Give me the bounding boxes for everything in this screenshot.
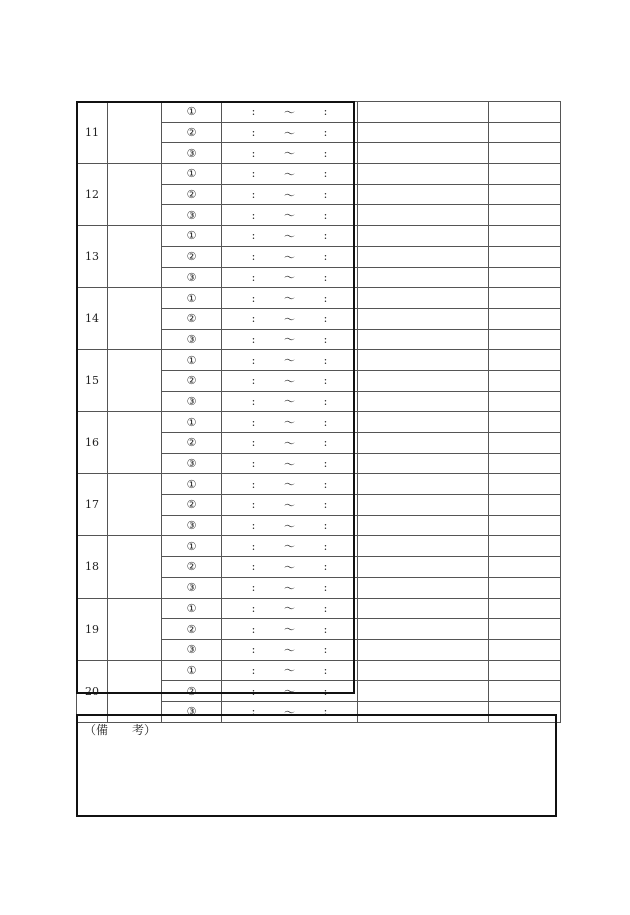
entry-cell[interactable] <box>108 164 162 226</box>
entry-cell[interactable] <box>358 557 489 578</box>
entry-cell[interactable] <box>489 474 561 495</box>
range-tilde: ～ <box>284 395 295 409</box>
table-row <box>77 474 561 495</box>
end-time-colon: : <box>323 332 328 346</box>
start-time-colon: : <box>251 229 256 243</box>
entry-cell[interactable] <box>358 474 489 495</box>
time-range <box>222 228 357 244</box>
table-row <box>77 536 561 557</box>
entry-cell[interactable] <box>489 391 561 412</box>
time-range-cell[interactable] <box>222 102 358 123</box>
end-time-colon: : <box>323 477 328 491</box>
slot-marker: ① <box>162 412 222 433</box>
end-time-colon: : <box>323 498 328 512</box>
time-range-cell[interactable] <box>222 474 358 495</box>
end-time-colon: : <box>323 684 328 698</box>
entry-cell[interactable] <box>358 577 489 598</box>
slot-marker: ③ <box>162 515 222 536</box>
time-range-cell[interactable] <box>222 495 358 516</box>
end-time-colon: : <box>323 229 328 243</box>
remarks-label: （備 考） <box>84 723 157 737</box>
table-row <box>77 164 561 185</box>
time-range <box>222 580 357 596</box>
entry-cell[interactable] <box>489 267 561 288</box>
end-time-colon: : <box>323 146 328 160</box>
slot-marker: ① <box>162 288 222 309</box>
entry-cell[interactable] <box>358 391 489 412</box>
entry-cell[interactable] <box>489 288 561 309</box>
row-number: 11 <box>77 102 108 164</box>
range-tilde: ～ <box>284 209 295 223</box>
slot-marker: ② <box>162 557 222 578</box>
range-tilde: ～ <box>284 126 295 140</box>
start-time-colon: : <box>251 332 256 346</box>
range-tilde: ～ <box>284 374 295 388</box>
slot-marker: ① <box>162 226 222 247</box>
entry-cell[interactable] <box>489 205 561 226</box>
entry-cell[interactable] <box>108 474 162 536</box>
start-time-colon: : <box>251 684 256 698</box>
entry-cell[interactable] <box>358 515 489 536</box>
slot-marker: ① <box>162 536 222 557</box>
range-tilde: ～ <box>284 167 295 181</box>
row-number: 16 <box>77 412 108 474</box>
slot-marker: ② <box>162 433 222 454</box>
slot-marker: ② <box>162 495 222 516</box>
entry-cell[interactable] <box>489 639 561 660</box>
time-range <box>222 621 357 637</box>
time-range-cell[interactable] <box>222 184 358 205</box>
time-range <box>222 125 357 141</box>
end-time-colon: : <box>323 188 328 202</box>
slot-marker: ③ <box>162 577 222 598</box>
entry-cell[interactable] <box>489 577 561 598</box>
time-range-cell[interactable] <box>222 350 358 371</box>
end-time-colon: : <box>323 560 328 574</box>
end-time-colon: : <box>323 291 328 305</box>
entry-cell[interactable] <box>489 681 561 702</box>
end-time-colon: : <box>323 126 328 140</box>
time-range-cell[interactable] <box>222 412 358 433</box>
range-tilde: ～ <box>284 560 295 574</box>
time-range <box>222 145 357 161</box>
entry-cell[interactable] <box>489 102 561 123</box>
time-range-cell[interactable] <box>222 433 358 454</box>
range-tilde: ～ <box>284 271 295 285</box>
entry-cell[interactable] <box>489 515 561 536</box>
table-row <box>77 350 561 371</box>
time-range-cell[interactable] <box>222 226 358 247</box>
time-range <box>222 290 357 306</box>
range-tilde: ～ <box>284 292 295 306</box>
time-range <box>222 662 357 678</box>
entry-cell[interactable] <box>489 536 561 557</box>
start-time-colon: : <box>251 146 256 160</box>
start-time-colon: : <box>251 643 256 657</box>
slot-marker: ③ <box>162 453 222 474</box>
time-range-cell[interactable] <box>222 143 358 164</box>
range-tilde: ～ <box>284 333 295 347</box>
entry-cell[interactable] <box>358 433 489 454</box>
entry-cell[interactable] <box>489 412 561 433</box>
entry-cell[interactable] <box>358 122 489 143</box>
time-range-cell[interactable] <box>222 577 358 598</box>
range-tilde: ～ <box>284 664 295 678</box>
range-tilde: ～ <box>284 498 295 512</box>
entry-cell[interactable] <box>108 288 162 350</box>
entry-cell[interactable] <box>358 412 489 433</box>
slot-marker: ③ <box>162 391 222 412</box>
end-time-colon: : <box>323 457 328 471</box>
entry-cell[interactable] <box>358 598 489 619</box>
end-time-colon: : <box>323 663 328 677</box>
start-time-colon: : <box>251 622 256 636</box>
end-time-colon: : <box>323 374 328 388</box>
time-range <box>222 600 357 616</box>
entry-cell[interactable] <box>358 288 489 309</box>
end-time-colon: : <box>323 208 328 222</box>
start-time-colon: : <box>251 663 256 677</box>
time-range-cell[interactable] <box>222 267 358 288</box>
entry-cell[interactable] <box>489 370 561 391</box>
start-time-colon: : <box>251 457 256 471</box>
entry-cell[interactable] <box>489 433 561 454</box>
time-range <box>222 393 357 409</box>
entry-cell[interactable] <box>358 495 489 516</box>
range-tilde: ～ <box>284 643 295 657</box>
start-time-colon: : <box>251 167 256 181</box>
time-range <box>222 104 357 120</box>
time-range-cell[interactable] <box>222 515 358 536</box>
time-range-cell[interactable] <box>222 557 358 578</box>
entry-cell[interactable] <box>489 184 561 205</box>
end-time-colon: : <box>323 643 328 657</box>
start-time-colon: : <box>251 601 256 615</box>
end-time-colon: : <box>323 622 328 636</box>
end-time-colon: : <box>323 539 328 553</box>
slot-marker: ① <box>162 350 222 371</box>
start-time-colon: : <box>251 250 256 264</box>
time-range-cell[interactable] <box>222 453 358 474</box>
time-range-cell[interactable] <box>222 308 358 329</box>
entry-cell[interactable] <box>108 536 162 598</box>
row-number: 19 <box>77 598 108 660</box>
range-tilde: ～ <box>284 457 295 471</box>
entry-cell[interactable] <box>489 619 561 640</box>
range-tilde: ～ <box>284 250 295 264</box>
end-time-colon: : <box>323 601 328 615</box>
start-time-colon: : <box>251 188 256 202</box>
time-range-cell[interactable] <box>222 681 358 702</box>
slot-marker: ③ <box>162 205 222 226</box>
end-time-colon: : <box>323 436 328 450</box>
entry-cell[interactable] <box>358 267 489 288</box>
time-range <box>222 683 357 699</box>
slot-marker: ① <box>162 660 222 681</box>
time-range-cell[interactable] <box>222 619 358 640</box>
start-time-colon: : <box>251 560 256 574</box>
time-range <box>222 559 357 575</box>
entry-cell[interactable] <box>489 122 561 143</box>
time-range-cell[interactable] <box>222 288 358 309</box>
table-row <box>77 660 561 681</box>
entry-cell[interactable] <box>358 639 489 660</box>
row-number: 18 <box>77 536 108 598</box>
time-range-cell[interactable] <box>222 122 358 143</box>
table-row <box>77 226 561 247</box>
range-tilde: ～ <box>284 354 295 368</box>
slot-marker: ② <box>162 370 222 391</box>
table-row <box>77 412 561 433</box>
slot-marker: ② <box>162 184 222 205</box>
time-range <box>222 456 357 472</box>
range-tilde: ～ <box>284 685 295 699</box>
entry-cell[interactable] <box>489 350 561 371</box>
start-time-colon: : <box>251 581 256 595</box>
time-range <box>222 373 357 389</box>
row-number: 12 <box>77 164 108 226</box>
slot-marker: ① <box>162 598 222 619</box>
range-tilde: ～ <box>284 312 295 326</box>
entry-cell[interactable] <box>358 370 489 391</box>
entry-cell[interactable] <box>108 226 162 288</box>
slot-marker: ③ <box>162 639 222 660</box>
range-tilde: ～ <box>284 229 295 243</box>
entry-cell[interactable] <box>358 329 489 350</box>
end-time-colon: : <box>323 167 328 181</box>
time-range <box>222 414 357 430</box>
start-time-colon: : <box>251 394 256 408</box>
start-time-colon: : <box>251 539 256 553</box>
time-range-cell[interactable] <box>222 329 358 350</box>
time-range-cell[interactable] <box>222 536 358 557</box>
entry-cell[interactable] <box>358 619 489 640</box>
start-time-colon: : <box>251 105 256 119</box>
entry-cell[interactable] <box>358 350 489 371</box>
range-tilde: ～ <box>284 188 295 202</box>
entry-cell[interactable] <box>489 557 561 578</box>
time-range-cell[interactable] <box>222 246 358 267</box>
entry-cell[interactable] <box>489 246 561 267</box>
table-row <box>77 598 561 619</box>
entry-cell[interactable] <box>489 598 561 619</box>
slot-marker: ② <box>162 308 222 329</box>
start-time-colon: : <box>251 270 256 284</box>
time-range-cell[interactable] <box>222 370 358 391</box>
slot-marker: ① <box>162 474 222 495</box>
table-row <box>77 102 561 123</box>
time-range <box>222 249 357 265</box>
end-time-colon: : <box>323 105 328 119</box>
slot-marker: ② <box>162 246 222 267</box>
row-number: 15 <box>77 350 108 412</box>
start-time-colon: : <box>251 415 256 429</box>
entry-cell[interactable] <box>358 681 489 702</box>
slot-marker: ③ <box>162 143 222 164</box>
start-time-colon: : <box>251 519 256 533</box>
entry-cell[interactable] <box>358 308 489 329</box>
start-time-colon: : <box>251 126 256 140</box>
time-range <box>222 352 357 368</box>
end-time-colon: : <box>323 394 328 408</box>
time-range <box>222 166 357 182</box>
entry-cell[interactable] <box>489 453 561 474</box>
entry-cell[interactable] <box>358 184 489 205</box>
entry-cell[interactable] <box>489 226 561 247</box>
start-time-colon: : <box>251 477 256 491</box>
slot-marker: ① <box>162 164 222 185</box>
range-tilde: ～ <box>284 623 295 637</box>
entry-cell[interactable] <box>358 226 489 247</box>
range-tilde: ～ <box>284 416 295 430</box>
end-time-colon: : <box>323 705 328 719</box>
range-tilde: ～ <box>284 436 295 450</box>
entry-cell[interactable] <box>489 660 561 681</box>
range-tilde: ～ <box>284 519 295 533</box>
entry-cell[interactable] <box>358 536 489 557</box>
slot-marker: ③ <box>162 701 222 722</box>
start-time-colon: : <box>251 312 256 326</box>
time-range <box>222 269 357 285</box>
end-time-colon: : <box>323 270 328 284</box>
entry-cell[interactable] <box>108 412 162 474</box>
row-number: 14 <box>77 288 108 350</box>
start-time-colon: : <box>251 705 256 719</box>
range-tilde: ～ <box>284 478 295 492</box>
start-time-colon: : <box>251 208 256 222</box>
time-range <box>222 476 357 492</box>
entry-cell[interactable] <box>358 453 489 474</box>
range-tilde: ～ <box>284 540 295 554</box>
entry-cell[interactable] <box>108 598 162 660</box>
range-tilde: ～ <box>284 147 295 161</box>
time-range <box>222 538 357 554</box>
entry-cell[interactable] <box>358 143 489 164</box>
entry-cell[interactable] <box>489 329 561 350</box>
end-time-colon: : <box>323 581 328 595</box>
time-range <box>222 331 357 347</box>
time-range <box>222 311 357 327</box>
end-time-colon: : <box>323 519 328 533</box>
range-tilde: ～ <box>284 581 295 595</box>
entry-cell[interactable] <box>108 102 162 164</box>
time-range <box>222 435 357 451</box>
time-range-cell[interactable] <box>222 164 358 185</box>
row-number: 17 <box>77 474 108 536</box>
end-time-colon: : <box>323 250 328 264</box>
entry-cell[interactable] <box>358 164 489 185</box>
start-time-colon: : <box>251 353 256 367</box>
entry-cell[interactable] <box>489 495 561 516</box>
time-range <box>222 187 357 203</box>
time-range-cell[interactable] <box>222 660 358 681</box>
end-time-colon: : <box>323 415 328 429</box>
entry-cell[interactable] <box>489 308 561 329</box>
row-number: 13 <box>77 226 108 288</box>
schedule-table <box>76 101 561 723</box>
remarks-box[interactable] <box>76 714 557 817</box>
entry-cell[interactable] <box>108 350 162 412</box>
time-range-cell[interactable] <box>222 639 358 660</box>
entry-cell[interactable] <box>358 205 489 226</box>
time-range <box>222 642 357 658</box>
slot-marker: ② <box>162 619 222 640</box>
entry-cell[interactable] <box>489 143 561 164</box>
slot-marker: ② <box>162 681 222 702</box>
end-time-colon: : <box>323 312 328 326</box>
end-time-colon: : <box>323 353 328 367</box>
time-range <box>222 497 357 513</box>
start-time-colon: : <box>251 498 256 512</box>
start-time-colon: : <box>251 374 256 388</box>
range-tilde: ～ <box>284 705 295 719</box>
start-time-colon: : <box>251 291 256 305</box>
start-time-colon: : <box>251 436 256 450</box>
time-range-cell[interactable] <box>222 391 358 412</box>
entry-cell[interactable] <box>358 660 489 681</box>
table-row <box>77 288 561 309</box>
time-range <box>222 518 357 534</box>
row-number: 20 <box>77 660 108 722</box>
entry-cell[interactable] <box>358 246 489 267</box>
slot-marker: ③ <box>162 329 222 350</box>
range-tilde: ～ <box>284 105 295 119</box>
slot-marker: ③ <box>162 267 222 288</box>
range-tilde: ～ <box>284 602 295 616</box>
entry-cell[interactable] <box>358 102 489 123</box>
entry-cell[interactable] <box>108 660 162 722</box>
time-range-cell[interactable] <box>222 598 358 619</box>
entry-cell[interactable] <box>489 164 561 185</box>
time-range-cell[interactable] <box>222 205 358 226</box>
time-range <box>222 207 357 223</box>
slot-marker: ② <box>162 122 222 143</box>
slot-marker: ① <box>162 102 222 123</box>
